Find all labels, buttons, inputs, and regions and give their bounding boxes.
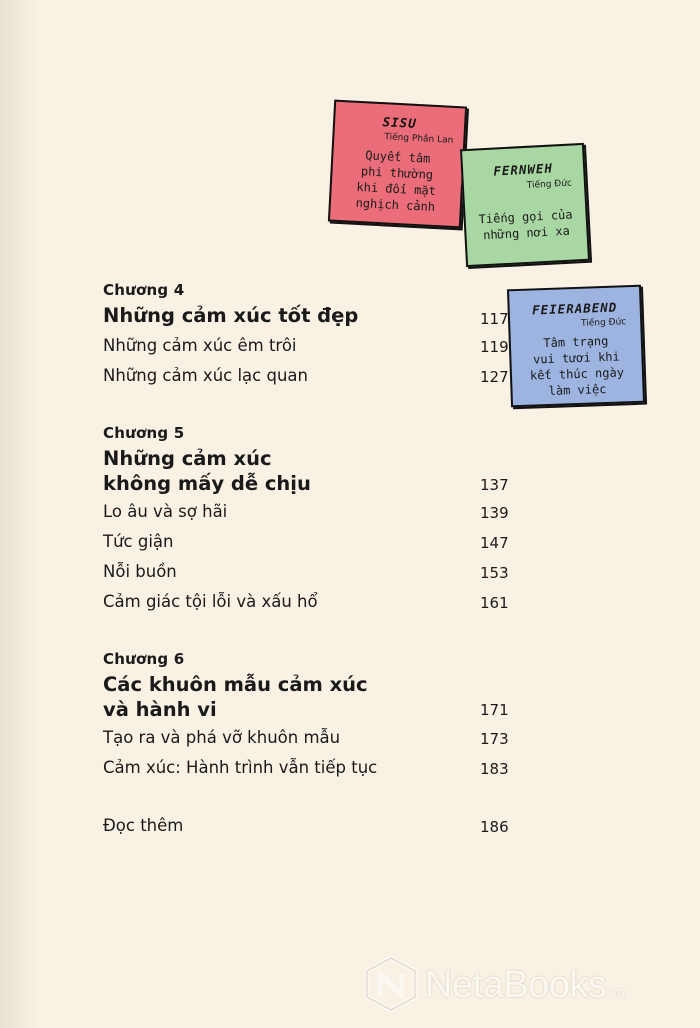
- note-word: FERNWEH: [492, 160, 554, 179]
- chapter-4-label: Chương 4: [103, 281, 185, 299]
- chapter-5-label: Chương 5: [103, 424, 185, 442]
- note-meaning-line: nghịch cảnh: [355, 195, 436, 215]
- note-meaning-line: kết thúc ngày: [529, 365, 625, 383]
- toc-entry-page: 153: [480, 564, 509, 582]
- chapter-5-page: 137: [480, 476, 509, 494]
- note-language: Tiếng Đức: [526, 178, 573, 191]
- note-meaning-line: vui tươi khi: [532, 349, 620, 367]
- chapter-6-title-line-2[interactable]: và hành vi: [103, 698, 217, 721]
- chapter-5-title-line-2[interactable]: không mấy dễ chịu: [103, 472, 311, 495]
- chapter-4-page: 117: [480, 310, 509, 328]
- watermark-domain: .vn: [606, 984, 625, 1001]
- note-meaning-line: phi thường: [360, 164, 434, 182]
- watermark-text: [425, 964, 625, 1007]
- note-word: SISU: [382, 114, 418, 131]
- toc-entry-page: 147: [480, 534, 509, 552]
- chapter-4-title[interactable]: Những cảm xúc tốt đẹp: [103, 304, 359, 327]
- toc-entry[interactable]: Những cảm xúc êm trôi: [103, 336, 297, 355]
- toc-entry-page: 161: [480, 594, 509, 612]
- toc-entry[interactable]: Cảm xúc: Hành trình vẫn tiếp tục: [103, 758, 378, 777]
- toc-entry-page: 119: [480, 338, 509, 356]
- chapter-6-page: 171: [480, 701, 509, 719]
- toc-entry-page: 173: [480, 730, 509, 748]
- toc-entry[interactable]: Cảm giác tội lỗi và xấu hổ: [103, 592, 318, 611]
- further-reading-page: 186: [480, 818, 509, 836]
- toc-entry[interactable]: Nỗi buồn: [103, 562, 177, 581]
- note-meaning-line: Quyết tâm: [365, 148, 431, 166]
- watermark: [365, 952, 695, 1016]
- chapter-5-title-line-1[interactable]: Những cảm xúc: [103, 447, 272, 470]
- note-meaning-line: làm việc: [548, 381, 607, 398]
- toc-entry-page: 183: [480, 760, 509, 778]
- further-reading-entry[interactable]: Đọc thêm: [103, 816, 184, 835]
- note-meaning-line: khi đối mặt: [356, 179, 437, 199]
- note-meaning-line: những nơi xa: [482, 223, 571, 243]
- chapter-6-title-line-1[interactable]: Các khuôn mẫu cảm xúc: [103, 673, 368, 696]
- toc-entry[interactable]: Những cảm xúc lạc quan: [103, 366, 308, 385]
- note-word: FEIERABEND: [531, 299, 618, 318]
- toc-entry-page: 127: [480, 368, 509, 386]
- toc-entry[interactable]: Lo âu và sợ hãi: [103, 502, 228, 521]
- toc-entry[interactable]: Tạo ra và phá vỡ khuôn mẫu: [103, 728, 341, 747]
- note-meaning-line: Tâm trạng: [543, 333, 609, 351]
- toc-entry[interactable]: Tức giận: [103, 532, 174, 551]
- note-meaning-line: Tiếng gọi của: [478, 207, 573, 227]
- note-language: Tiếng Phần Lan: [384, 132, 454, 146]
- chapter-6-label: Chương 6: [103, 650, 185, 668]
- note-language: Tiếng Đức: [580, 317, 627, 329]
- netabooks-logo-icon: [365, 956, 417, 1012]
- watermark-brand: NetaBooks: [425, 964, 607, 1006]
- toc-entry-page: 139: [480, 504, 509, 522]
